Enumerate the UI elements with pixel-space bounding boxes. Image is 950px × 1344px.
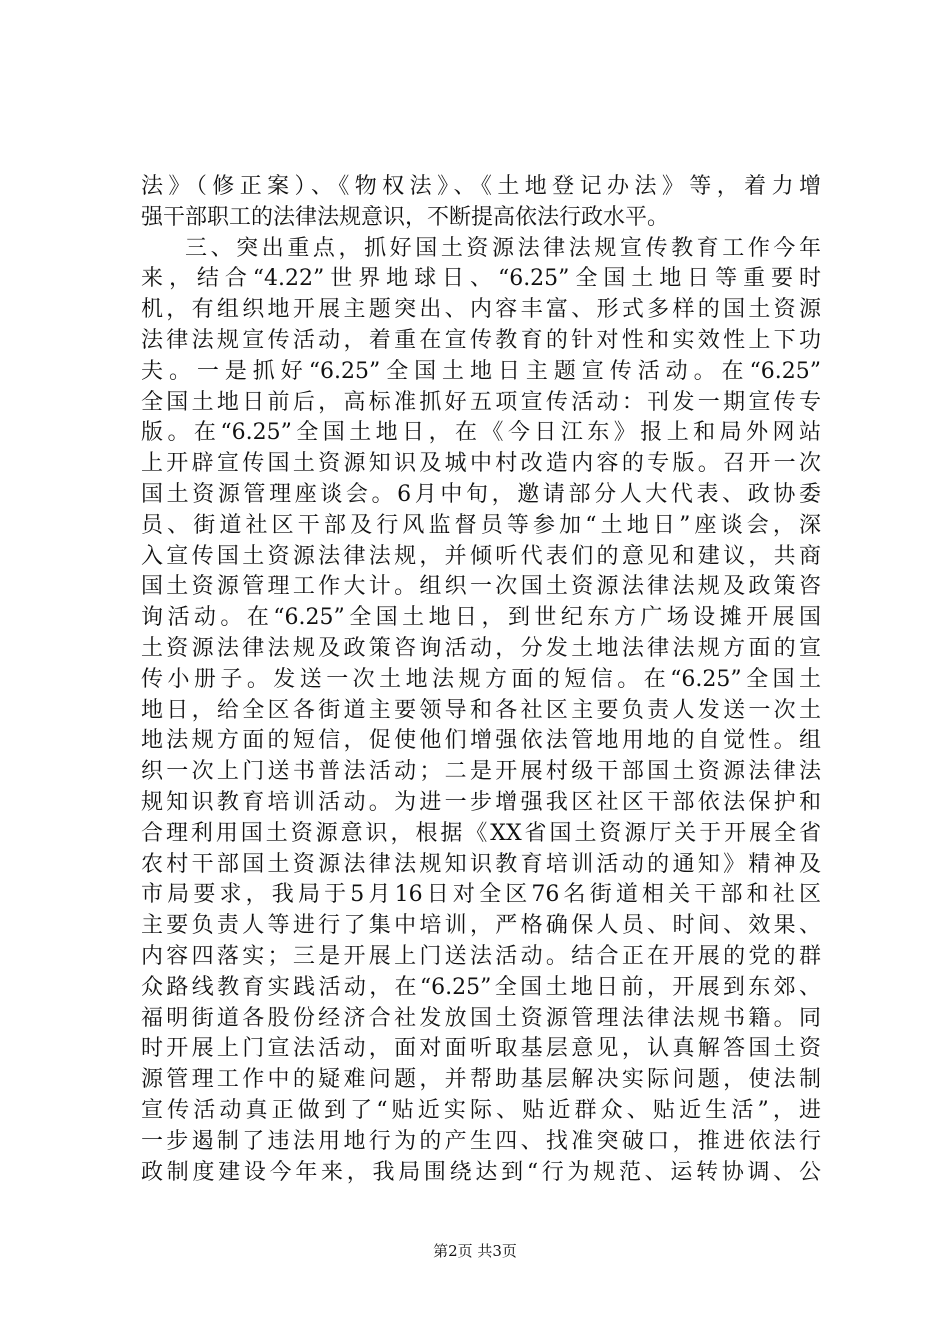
text-line: 政制度建设今年来，我局围绕达到“行为规范、运转协调、公: [141, 1159, 821, 1185]
text-line: 福明街道各股份经济合社发放国土资源管理法律法规书籍。同: [141, 1005, 821, 1031]
text-line: 源管理工作中的疑难问题，并帮助基层解决实际问题，使法制: [141, 1067, 821, 1093]
text-line: 内容四落实；三是开展上门送法活动。结合正在开展的党的群: [141, 943, 821, 969]
text-line: 合理利用国土资源意识，根据《XX省国土资源厅关于开展全省: [141, 820, 821, 846]
text-line: 全国土地日前后，高标准抓好五项宣传活动：刊发一期宣传专: [141, 389, 821, 415]
text-line: 三、突出重点，抓好国土资源法律法规宣传教育工作今年: [185, 235, 821, 261]
text-line: 夫。一是抓好“6.25”全国土地日主题宣传活动。在“6.25”: [141, 358, 821, 384]
text-line: 众路线教育实践活动，在“6.25”全国土地日前，开展到东郊、: [141, 974, 821, 1000]
text-line: 国土资源管理座谈会。6月中旬，邀请部分人大代表、政协委: [141, 481, 821, 507]
body-text: [141, 172, 821, 1188]
page-footer: 第2页 共3页: [433, 1242, 517, 1260]
text-line: 询活动。在“6.25”全国土地日，到世纪东方广场设摊开展国: [141, 605, 821, 631]
text-line: 织一次上门送书普法活动；二是开展村级干部国土资源法律法: [141, 759, 821, 785]
text-line: 宣传活动真正做到了“贴近实际、贴近群众、贴近生活”，进: [141, 1097, 821, 1123]
text-line: 主要负责人等进行了集中培训，严格确保人员、时间、效果、: [141, 913, 821, 939]
text-line: 农村干部国土资源法律法规知识教育培训活动的通知》精神及: [141, 851, 821, 877]
text-line: 版。在“6.25”全国土地日，在《今日江东》报上和局外网站: [141, 420, 821, 446]
text-line: 地日，给全区各街道主要领导和各社区主要负责人发送一次土: [141, 697, 821, 723]
text-line: 传小册子。发送一次土地法规方面的短信。在“6.25”全国土: [141, 666, 821, 692]
text-line: 国土资源管理工作大计。组织一次国土资源法律法规及政策咨: [141, 574, 821, 600]
text-line: 来，结合“4.22”世界地球日、“6.25”全国土地日等重要时: [141, 266, 821, 292]
text-line: 市局要求，我局于5月16日对全区76名街道相关干部和社区: [141, 882, 821, 908]
text-line: 强干部职工的法律法规意识，不断提高依法行政水平。: [141, 204, 670, 230]
text-line: 入宣传国土资源法律法规，并倾听代表们的意见和建议，共商: [141, 543, 821, 569]
text-line: 地法规方面的短信，促使他们增强依法管地用地的自觉性。组: [141, 728, 821, 754]
text-line: 一步遏制了违法用地行为的产生四、找准突破口，推进依法行: [141, 1128, 821, 1154]
text-line: 员、街道社区干部及行风监督员等参加“土地日”座谈会，深: [141, 512, 821, 538]
text-line: 上开辟宣传国土资源知识及城中村改造内容的专版。召开一次: [141, 451, 821, 477]
text-line: 规知识教育培训活动。为进一步增强我区社区干部依法保护和: [141, 789, 821, 815]
text-line: 土资源法律法规及政策咨询活动，分发土地法律法规方面的宣: [141, 635, 821, 661]
text-line: 时开展上门宣法活动，面对面听取基层意见，认真解答国土资: [141, 1036, 821, 1062]
text-line: 法律法规宣传活动，着重在宣传教育的针对性和实效性上下功: [141, 327, 821, 353]
text-line: 法》（修正案）、《物权法》、《土地登记办法》等，着力增: [141, 174, 821, 199]
text-line: 机，有组织地开展主题突出、内容丰富、形式多样的国土资源: [141, 297, 821, 323]
